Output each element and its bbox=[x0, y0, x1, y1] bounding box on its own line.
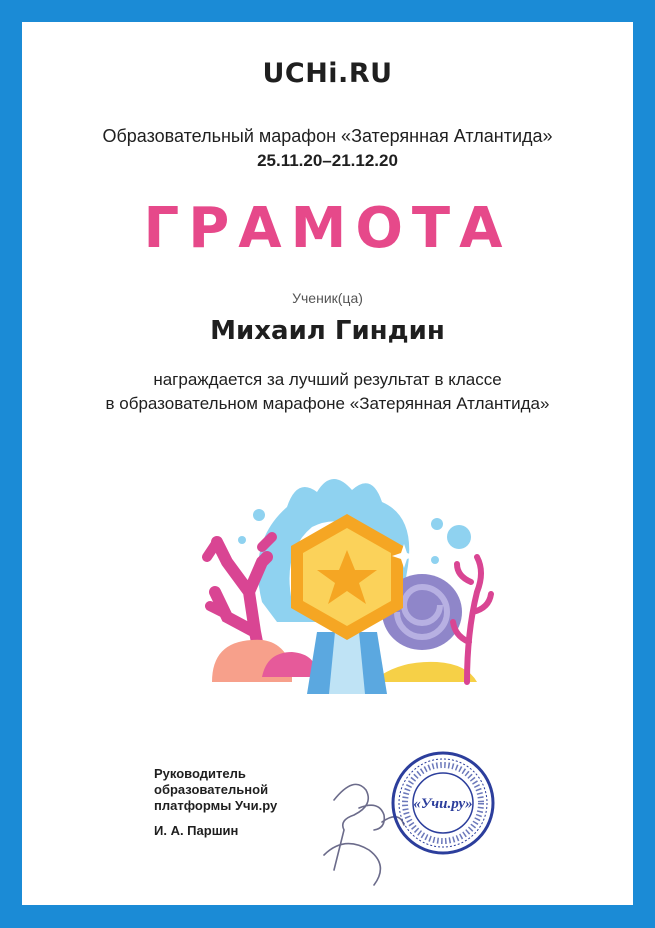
bubble-1 bbox=[253, 509, 265, 521]
uchi-logo: UCHi.RU bbox=[262, 58, 393, 89]
medal-ribbon-stripe bbox=[329, 632, 365, 694]
medal-illustration bbox=[167, 462, 497, 702]
marathon-dates: 25.11.20–21.12.20 bbox=[257, 151, 398, 170]
stamp-center-text: «Учи.ру» bbox=[413, 796, 473, 812]
role-line-3: платформы Учи.ру bbox=[154, 798, 278, 813]
award-line-2: в образовательном марафоне «Затерянная Атлантида» bbox=[105, 394, 550, 413]
signatory-role bbox=[154, 766, 277, 814]
role-line-1: Руководитель bbox=[154, 766, 246, 781]
certificate-title: ГРАМОТА bbox=[143, 196, 512, 261]
student-name: Михаил Гиндин bbox=[210, 316, 445, 346]
award-line-1: награждается за лучший результат в классе bbox=[153, 370, 502, 389]
bubble-3 bbox=[447, 525, 471, 549]
certificate-sheet bbox=[22, 22, 633, 905]
bubble-4 bbox=[431, 518, 443, 530]
student-label: Ученик(ца) bbox=[292, 290, 363, 306]
award-text bbox=[22, 368, 633, 416]
bubble-2 bbox=[238, 536, 246, 544]
marathon-title: Образовательный марафон «Затерянная Атлантида» bbox=[102, 126, 553, 146]
company-stamp bbox=[390, 750, 496, 856]
role-line-2: образовательной bbox=[154, 782, 269, 797]
signatory-name: И. А. Паршин bbox=[154, 823, 239, 838]
bubble-5 bbox=[431, 556, 439, 564]
sand-mound bbox=[372, 662, 477, 682]
